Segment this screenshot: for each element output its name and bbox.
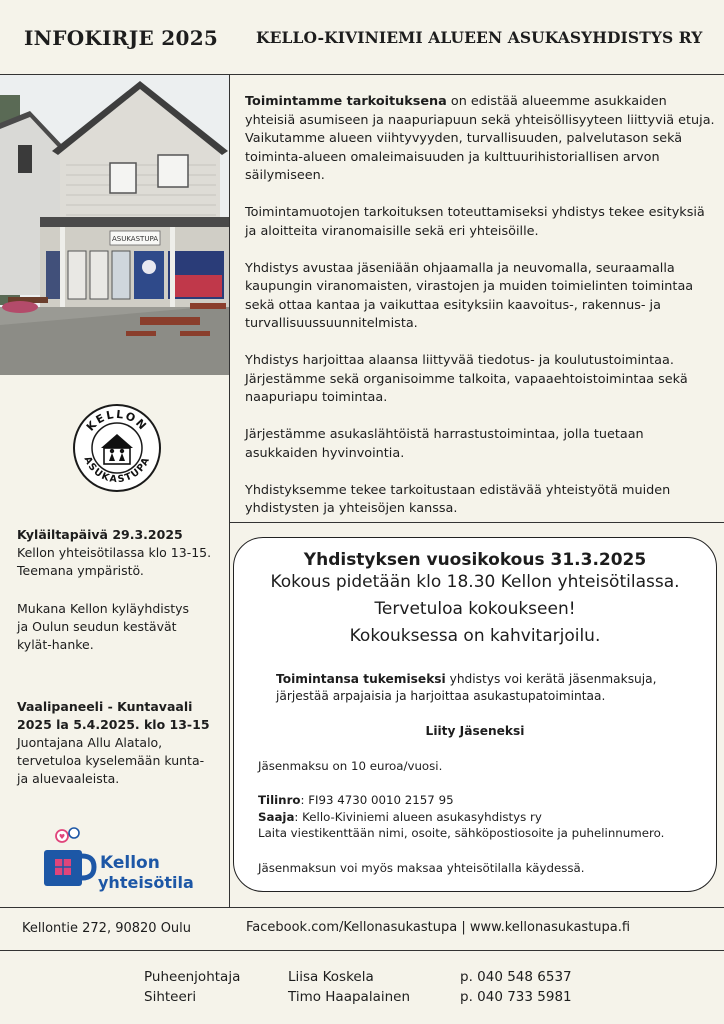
intro-purpose-bold: Toimintamme tarkoituksena — [245, 94, 447, 109]
recipient-label: Saaja — [258, 809, 295, 824]
event1-title: Kyläiltapäivä 29.3.2025 — [17, 527, 183, 542]
event1-details — [17, 600, 222, 654]
meeting-line: Tervetuloa kokoukseen! — [374, 599, 576, 619]
event1-detail-line: Mukana Kellon kyläyhdistys — [17, 601, 190, 616]
annual-meeting-box — [233, 537, 717, 892]
support-text: yhdistys voi kerätä jäsenmaksuja, järjestää arpajaisia ja harjoittaa asukastupatoimintaa. — [276, 672, 657, 703]
contacts-names — [288, 967, 410, 1007]
intro-paragraph: Yhdistys harjoittaa alaansa liittyvää tiedotus- ja koulutustoimintaa. Järjestämme sekä organisoimme talkoita, vapaaehtoistoimintaa sekä naapuriapu toimintaa. — [245, 353, 688, 405]
footer-web-links[interactable]: Facebook.com/Kellonasukastupa | www.kellonasukastupa.fi — [246, 920, 631, 935]
intro-text — [245, 93, 715, 537]
join-title: Liity Jäseneksi — [425, 724, 525, 738]
message-note: Laita viestikenttään nimi, osoite, sähköpostiosoite ja puhelinnumero. — [258, 826, 665, 840]
recipient-name: : Kello-Kiviniemi alueen asukasyhdistys ry — [294, 809, 542, 824]
intro-purpose-text: on edistää alueemme asukkaiden yhteisiä asumiseen ja naapuriapuun sekä yhteisöllisyyteen liittyviä etuja. Vaikutamme alueen viihtyvyyden, turvallisuuden, palvelutason sekä toiminta-alueen omaleimaisuuden ja kulttuurihistoriallisen arvon säilymiseen. — [245, 94, 715, 183]
svg-text:♥: ♥ — [58, 833, 66, 841]
asukastupa-logo — [73, 404, 161, 492]
footer-bottom-divider — [0, 950, 724, 951]
footer-address: Kellontie 272, 90820 Oulu — [22, 921, 192, 936]
intro-paragraph: Yhdistyksemme tekee tarkoitustaan edistävää yhteistyötä muiden yhdistysten ja yhteisöjen kanssa. — [245, 482, 671, 516]
meeting-line: Kokous pidetään klo 18.30 Kellon yhteisötilassa. — [270, 572, 680, 592]
membership-fee: Jäsenmaksu on 10 euroa/vuosi. — [258, 759, 443, 773]
kellon-logo-line2: yhteisötila — [98, 873, 194, 892]
contact-phone[interactable]: p. 040 548 6537 — [460, 969, 572, 985]
building-photo — [0, 75, 229, 375]
event2-title-line: 2025 la 5.4.2025. klo 13-15 — [17, 717, 210, 732]
intro-paragraph: Toimintamuotojen tarkoituksen toteuttamiseksi yhdistys tekee esityksiä ja aloitteita viranomaisille sekä eri yhteisöille. — [245, 205, 705, 239]
intro-paragraph: Järjestämme asukaslähtöistä harrastustoimintaa, jolla tuetaan asukkaiden hyvinvointia. — [245, 427, 644, 461]
association-name: KELLO-KIVINIEMI ALUEEN ASUKASYHDISTYS RY — [256, 28, 703, 47]
support-paragraph — [276, 671, 696, 705]
event1-detail-line: ja Oulun seudun kestävät — [17, 619, 177, 634]
intro-paragraph-purpose — [245, 93, 715, 186]
event-vaalipaneeli — [17, 698, 222, 788]
newsletter-title: INFOKIRJE 2025 — [24, 26, 219, 50]
event2-line: ja aluevaaleista. — [17, 771, 120, 786]
intro-paragraph: Yhdistys avustaa jäseniään ohjaamalla ja neuvomalla, seuraamalla kaupungin viranomaisten, virastojen ja muiden toimielinten toimintaa sekä ottaa kantaa ja vaikuttaa esityksiin kaavoitus-, rakennus- ja turvallisuussuunnitelmista. — [245, 260, 694, 331]
logo-top-text: KELLON — [83, 407, 151, 434]
event1-line: Teemana ympäristö. — [17, 563, 144, 578]
meeting-line: Kokouksessa on kahvitarjoilu. — [349, 626, 601, 646]
event1-line: Kellon yhteisötilassa klo 13-15. — [17, 545, 212, 560]
contact-phone[interactable]: p. 040 733 5981 — [460, 989, 572, 1005]
event2-line: tervetuloa kyselemään kunta- — [17, 753, 205, 768]
building-sign-text: ASUKASTUPA — [111, 235, 159, 243]
event1-detail-line: kylät-hanke. — [17, 637, 94, 652]
meeting-title: Yhdistyksen vuosikokous 31.3.2025 — [303, 550, 647, 570]
payment-details — [258, 792, 708, 842]
column-divider — [229, 74, 230, 907]
contact-name: Liisa Koskela — [288, 969, 374, 985]
pay-on-site-note: Jäsenmaksun voi myös maksaa yhteisötilalla käydessä. — [258, 861, 585, 875]
event2-line: Juontajana Allu Alatalo, — [17, 735, 163, 750]
footer-top-divider — [0, 907, 724, 908]
contacts-roles — [144, 967, 240, 1007]
contact-role: Puheenjohtaja — [144, 969, 241, 985]
support-bold: Toimintansa tukemiseksi — [276, 672, 446, 686]
logo-bottom-text: ASUKASTUPA — [81, 454, 153, 486]
account-label: Tilinro — [258, 793, 301, 807]
kellon-yhteisotila-logo — [38, 826, 198, 894]
account-number: : FI93 4730 0010 2157 95 — [300, 793, 454, 807]
event-kylailtapaiva — [17, 526, 222, 580]
contact-name: Timo Haapalainen — [288, 989, 411, 1005]
contacts-phones — [460, 967, 572, 1007]
event2-title-line: Vaalipaneeli - Kuntavaali — [17, 699, 193, 714]
contact-role: Sihteeri — [144, 989, 197, 1005]
kellon-logo-line1: Kellon — [100, 853, 160, 873]
